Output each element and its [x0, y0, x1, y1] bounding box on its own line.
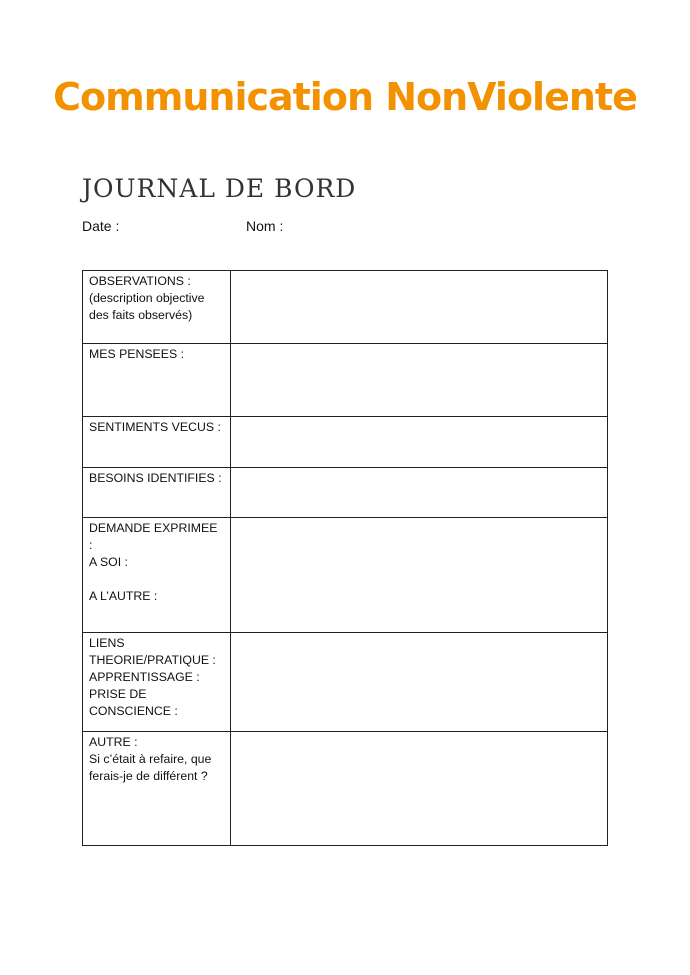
- row-pensees: [83, 344, 608, 417]
- label-line: MES PENSEES :: [89, 347, 184, 361]
- row-liens: [83, 633, 608, 732]
- row-besoins: [83, 468, 608, 518]
- answer-cell[interactable]: [231, 633, 608, 732]
- label-line: [89, 571, 224, 588]
- document-title: JOURNAL DE BORD: [82, 174, 357, 203]
- label-line: des faits observés): [89, 308, 193, 322]
- answer-cell[interactable]: [231, 518, 608, 633]
- row-autre: [83, 732, 608, 846]
- answer-cell[interactable]: [231, 417, 608, 468]
- label-line: DEMANDE EXPRIMEE :: [89, 521, 218, 552]
- label-line: Si c’était à refaire, que: [89, 752, 212, 766]
- row-label: [83, 417, 231, 468]
- row-label: [83, 344, 231, 417]
- label-line: A SOI :: [89, 555, 128, 569]
- label-line: APPRENTISSAGE :: [89, 670, 200, 684]
- name-label: Nom :: [246, 218, 284, 234]
- row-label: [83, 518, 231, 633]
- answer-cell[interactable]: [231, 732, 608, 846]
- row-demande: [83, 518, 608, 633]
- date-label: Date :: [82, 218, 120, 234]
- label-line: (description objective: [89, 291, 205, 305]
- label-line: ferais-je de différent ?: [89, 769, 208, 783]
- brand-logo-text: Communication NonViolente: [53, 75, 637, 119]
- label-line: AUTRE :: [89, 735, 138, 749]
- label-line: THEORIE/PRATIQUE :: [89, 653, 216, 667]
- row-label: [83, 732, 231, 846]
- answer-cell[interactable]: [231, 468, 608, 518]
- journal-table: [82, 270, 608, 846]
- label-line: OBSERVATIONS :: [89, 274, 191, 288]
- answer-cell[interactable]: [231, 271, 608, 344]
- label-line: SENTIMENTS VECUS :: [89, 420, 221, 434]
- row-label: [83, 468, 231, 518]
- row-label: [83, 633, 231, 732]
- label-line: PRISE DE CONSCIENCE :: [89, 687, 178, 718]
- label-line: BESOINS IDENTIFIES :: [89, 471, 222, 485]
- row-observations: [83, 271, 608, 344]
- label-line: A L’AUTRE :: [89, 589, 158, 603]
- brand-logo: [0, 75, 690, 119]
- row-label: [83, 271, 231, 344]
- answer-cell[interactable]: [231, 344, 608, 417]
- label-line: LIENS: [89, 636, 125, 650]
- row-sentiments: [83, 417, 608, 468]
